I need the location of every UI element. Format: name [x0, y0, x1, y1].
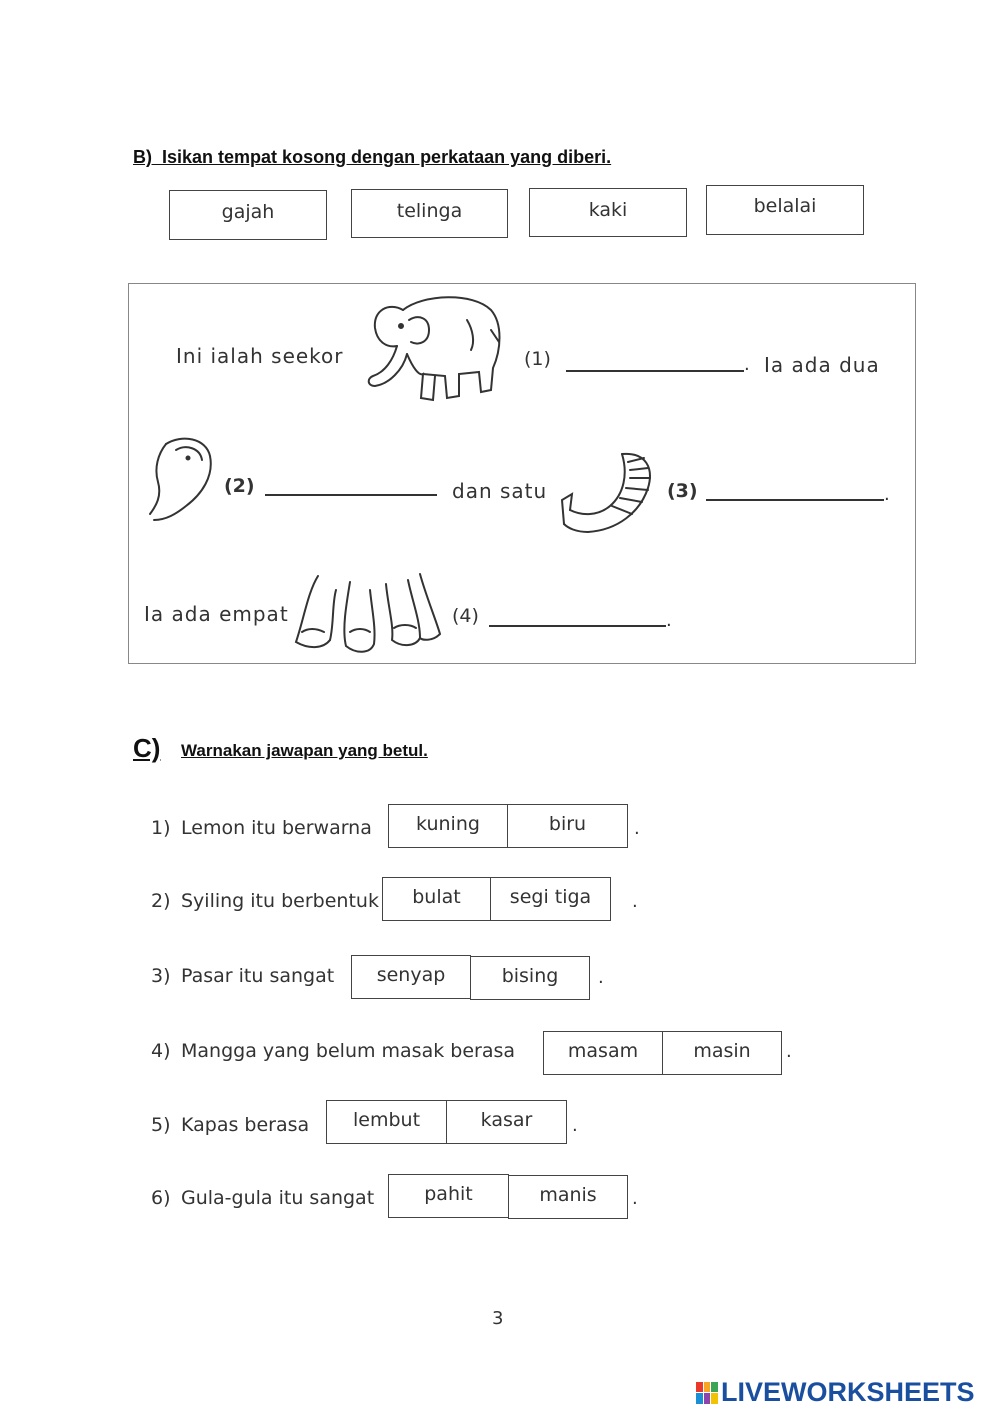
question-period-3: . [598, 967, 604, 988]
question-number-6: 6) [151, 1187, 171, 1209]
liveworksheets-logo-icon [696, 1382, 718, 1404]
option-biru[interactable]: biru [507, 804, 628, 848]
passage-line1-text: Ini ialah seekor [176, 344, 344, 368]
question-period-4: . [786, 1041, 792, 1062]
blank-number-2: (2) [224, 475, 255, 497]
option-pahit[interactable]: pahit [388, 1174, 509, 1218]
period-3: . [884, 484, 890, 505]
question-number-2: 2) [151, 890, 171, 912]
blank-number-3: (3) [667, 480, 698, 502]
question-number-1: 1) [151, 817, 171, 839]
liveworksheets-wordmark: LIVEWORKSHEETS [721, 1377, 975, 1407]
option-manis[interactable]: manis [508, 1175, 628, 1219]
section-b-instruction: Isikan tempat kosong dengan perkataan yang diberi. [162, 147, 612, 167]
option-segi-tiga[interactable]: segi tiga [490, 877, 611, 921]
legs-illustration [290, 570, 446, 656]
answer-blank-3[interactable] [706, 499, 884, 501]
trunk-illustration [558, 448, 660, 536]
question-text-6: Gula-gula itu sangat [181, 1187, 375, 1209]
period-1: . [744, 354, 750, 375]
option-lembut[interactable]: lembut [326, 1100, 447, 1144]
question-number-3: 3) [151, 965, 171, 987]
section-b-letter: B) [133, 147, 152, 167]
option-masin[interactable]: masin [662, 1031, 782, 1075]
section-c-letter: C) [133, 733, 161, 763]
word-bank-item-telinga[interactable]: telinga [351, 189, 508, 238]
question-text-4: Mangga yang belum masak berasa [181, 1040, 516, 1062]
option-bulat[interactable]: bulat [382, 877, 491, 921]
option-senyap[interactable]: senyap [351, 955, 471, 999]
blank-number-4: (4) [452, 605, 479, 627]
section-b-heading [133, 147, 611, 168]
word-bank-item-belalai[interactable]: belalai [706, 185, 864, 235]
ear-illustration [146, 434, 216, 524]
question-text-1: Lemon itu berwarna [181, 817, 372, 839]
question-text-5: Kapas berasa [181, 1114, 310, 1136]
page-number: 3 [492, 1308, 504, 1329]
section-c-instruction: Warnakan jawapan yang betul. [181, 741, 428, 760]
question-period-5: . [572, 1115, 578, 1136]
option-bising[interactable]: bising [470, 956, 590, 1000]
word-bank-item-gajah[interactable]: gajah [169, 190, 327, 240]
question-number-5: 5) [151, 1114, 171, 1136]
option-kasar[interactable]: kasar [446, 1100, 567, 1144]
passage-line3-text: Ia ada empat [144, 602, 289, 626]
word-bank-item-kaki[interactable]: kaki [529, 188, 687, 237]
passage-line1-tail: Ia ada dua [764, 353, 880, 377]
passage-line2-mid: dan satu [452, 479, 548, 503]
liveworksheets-logo[interactable] [696, 1377, 975, 1408]
elephant-illustration [363, 290, 513, 412]
answer-blank-4[interactable] [489, 625, 666, 627]
blank-number-1: (1) [524, 348, 551, 370]
option-kuning[interactable]: kuning [388, 804, 508, 848]
question-text-3: Pasar itu sangat [181, 965, 335, 987]
question-period-1: . [634, 818, 640, 839]
answer-blank-1[interactable] [566, 370, 744, 372]
question-number-4: 4) [151, 1040, 171, 1062]
question-period-2: . [632, 891, 638, 912]
answer-blank-2[interactable] [265, 494, 437, 496]
period-4: . [666, 610, 672, 631]
question-text-2: Syiling itu berbentuk [181, 890, 379, 912]
question-period-6: . [632, 1188, 638, 1209]
option-masam[interactable]: masam [543, 1031, 663, 1075]
